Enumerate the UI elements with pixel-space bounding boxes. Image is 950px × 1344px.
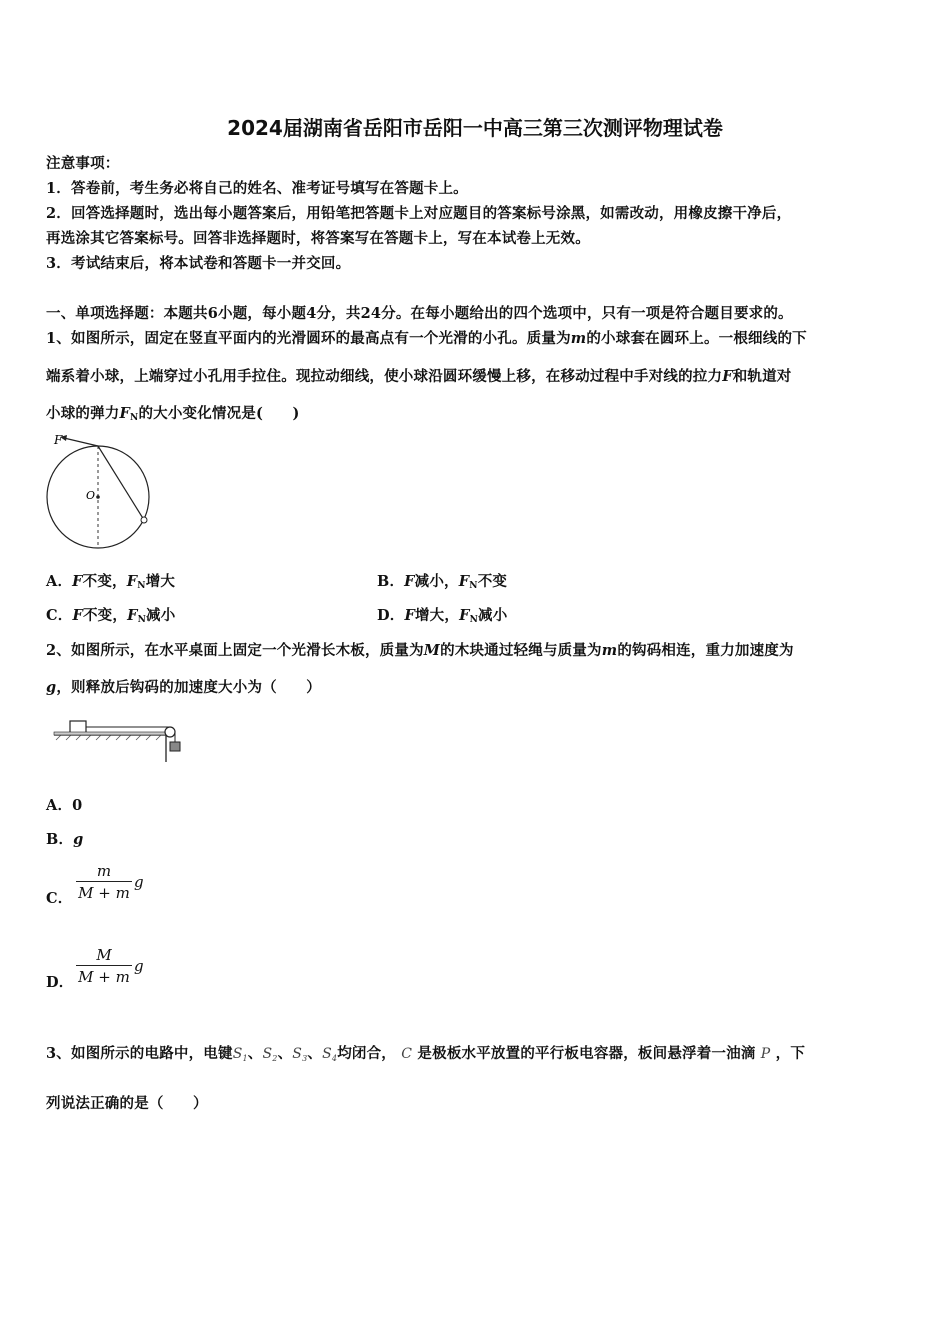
- option-a[interactable]: A．0: [46, 797, 83, 814]
- string: [98, 446, 144, 520]
- center-label: O: [86, 489, 96, 502]
- center-point: [96, 495, 100, 499]
- fraction-d-g: g: [134, 957, 144, 975]
- ring-diagram: [40, 430, 160, 555]
- notice-item: 2．回答选择题时，选出每小题答案后，用铅笔把答题卡上对应题目的答案标号涂黑，如需改动，用橡皮擦干净后，: [46, 205, 792, 222]
- force-label: F: [54, 433, 63, 447]
- option-b[interactable]: B．F减小，$F_N$不变: [377, 573, 508, 591]
- question-3-line-1: 3、如图所示的电路中，电键$S_1$、$S_2$、$S_3$、$S_4$均闭合， C 是极板水平放置的平行板电容器，板间悬浮着一油滴 P ，下: [46, 1045, 806, 1063]
- long-board: [54, 732, 166, 735]
- notice-item: 再选涂其它答案标号。回答非选择题时，将答案写在答题卡上，写在本试卷上无效。: [46, 230, 590, 247]
- question-2-line-2: g，则释放后钩码的加速度大小为（ ）: [46, 679, 321, 696]
- option-a[interactable]: A．F不变，$F_N$增大: [46, 573, 176, 591]
- wooden-block: [70, 721, 86, 733]
- section-heading: 一、单项选择题：本题共6小题，每小题4分，共24分。在每小题给出的四个选项中，只有一项是符合题目要求的。: [46, 305, 793, 322]
- option-c[interactable]: C．F不变，$F_N$减小: [46, 607, 176, 625]
- option-c[interactable]: C．: [46, 890, 73, 907]
- fraction-c-g: g: [134, 873, 144, 891]
- option-d[interactable]: D．: [46, 974, 74, 991]
- question-3-line-2: 列说法正确的是（ ）: [46, 1095, 208, 1112]
- question-1-line-2: 端系着小球，上端穿过小孔用手拉住。现拉动细线，使小球沿圆环缓慢上移，在移动过程中手对线的拉力F和轨道对: [46, 368, 792, 385]
- fraction-d: M M + m: [76, 946, 132, 986]
- hook-weight: [170, 742, 180, 751]
- notice-heading: 注意事项：: [46, 155, 120, 172]
- table-hatching: [56, 735, 161, 740]
- notice-item: 1．答卷前，考生务必将自己的姓名、准考证号填写在答题卡上。: [46, 180, 468, 197]
- small-ball: [141, 517, 147, 523]
- fraction-c: m M + m: [76, 862, 132, 902]
- notice-item: 3．考试结束后，将本试卷和答题卡一并交回。: [46, 255, 351, 272]
- pulley-diagram: [48, 710, 188, 765]
- option-b[interactable]: B．g: [46, 831, 84, 848]
- option-d[interactable]: D．F增大，$F_N$减小: [377, 607, 508, 625]
- question-2-line-1: 2、如图所示，在水平桌面上固定一个光滑长木板，质量为M的木块通过轻绳与质量为m的钩码相连，重力加速度为: [46, 642, 794, 659]
- page-title: 2024届湖南省岳阳市岳阳一中高三第三次测评物理试卷: [227, 116, 723, 140]
- question-1-line-3: 小球的弹力$F_N$的大小变化情况是( ): [46, 405, 300, 423]
- question-1-line-1: 1、如图所示，固定在竖直平面内的光滑圆环的最高点有一个光滑的小孔。质量为m的小球套在圆环上。一根细线的下: [46, 330, 807, 347]
- pull-force-arrow: [64, 438, 98, 446]
